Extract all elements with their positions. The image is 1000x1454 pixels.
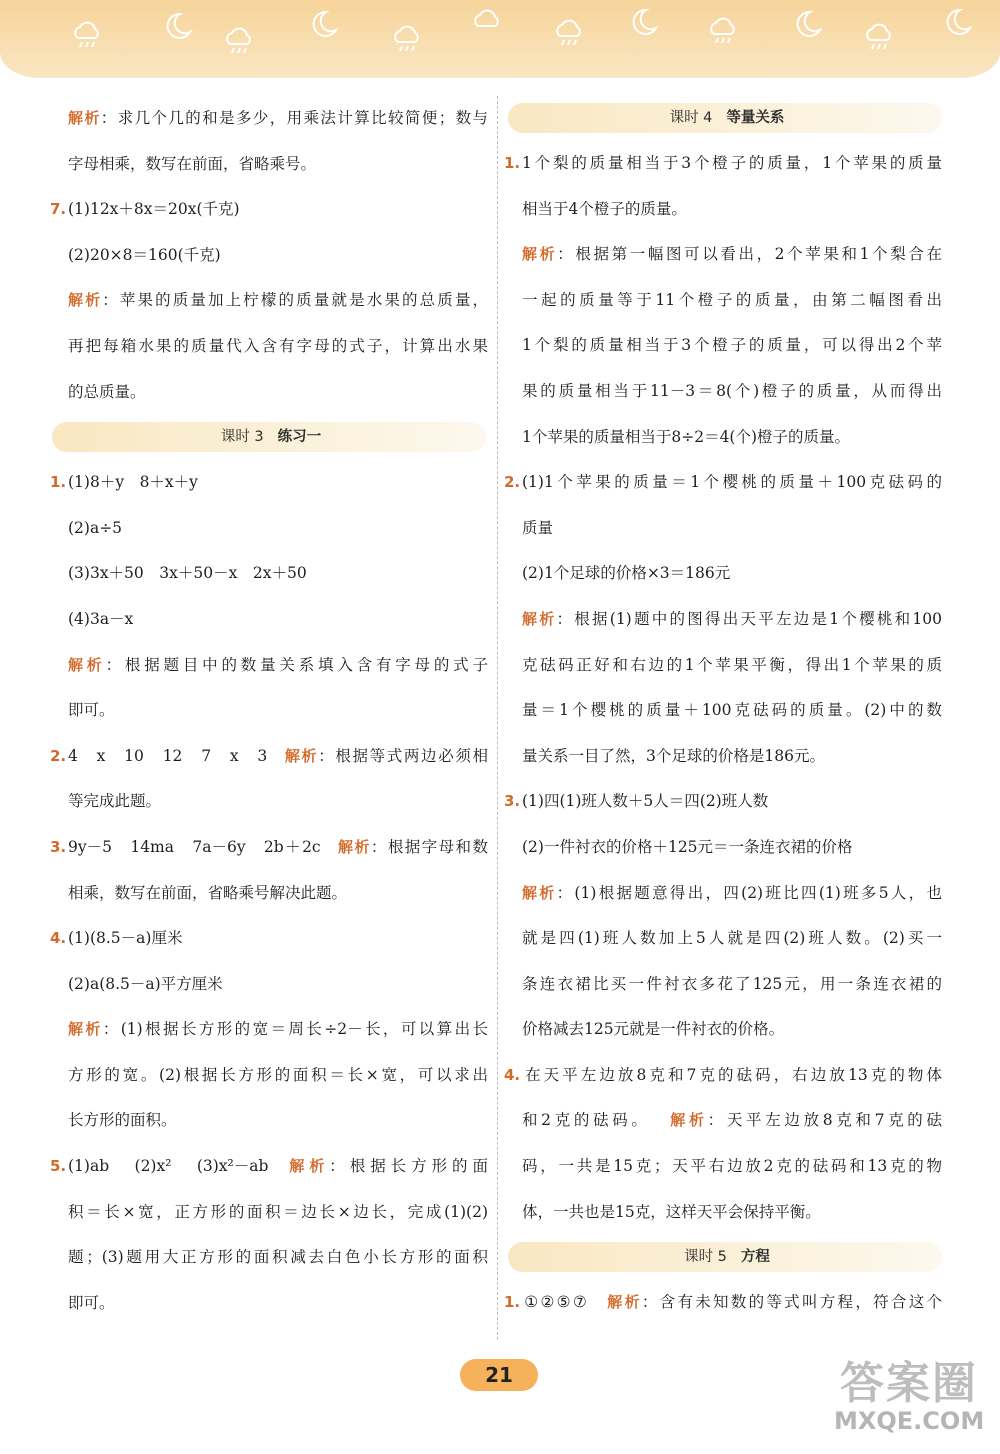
analysis-tag: 解析 (522, 245, 558, 264)
question-1-part-1: 1. (1)8＋y 8＋x＋y (68, 460, 488, 506)
question-5-analysis: 即可。 (68, 1293, 115, 1312)
analysis-tag: 解析 (666, 1111, 708, 1130)
analysis-tag: 解析 (522, 883, 557, 902)
question-number: 2. (504, 473, 521, 492)
question-1-analysis: 解析：根据第一幅图可以看出，2个苹果和1个梨合在 (522, 245, 942, 264)
cloud-rain-icon (862, 20, 896, 54)
question-4-part-2: (2)a(8.5－a)平方厘米 (68, 974, 223, 993)
question-number: 3. (504, 792, 521, 811)
crescent-moon-icon (626, 6, 660, 40)
question-4-analysis: 长方形的面积。 (68, 1111, 177, 1130)
question-3-analysis: 解析：(1)根据题意得出，四(2)班比四(1)班多5人，也 (522, 883, 942, 902)
question-2: 2. 4 x 10 12 7 x 3 解析：根据等式两边必须相 (68, 734, 488, 780)
right-column (504, 96, 942, 1344)
question-2-analysis: 等完成此题。 (68, 792, 162, 811)
question-2-part-1: 2. (1)1个苹果的质量＝1个樱桃的质量＋100克砝码的 (522, 460, 942, 506)
question-2-analysis: 量关系一目了然，3个足球的价格是186元。 (522, 746, 825, 765)
crescent-moon-icon (940, 6, 974, 40)
question-2-part-2: (2)1个足球的价格×3＝186元 (522, 564, 731, 583)
question-number: 2. (50, 746, 67, 765)
question-4-analysis: 码，一共是15克；天平右边放2克的砝码和13克的物 (522, 1157, 942, 1176)
analysis-tag: 解析 (284, 1157, 330, 1176)
watermark-logo (830, 1345, 990, 1450)
cloud-rain-icon (70, 18, 104, 52)
question-4-part-1: 4. (1)(8.5－a)厘米 (68, 916, 488, 962)
question-2-analysis: 克砝码正好和右边的1个苹果平衡，得出1个苹果的质 (522, 655, 942, 674)
question-2-analysis: 解析：根据(1)题中的图得出天平左边是1个樱桃和100 (522, 609, 942, 628)
question-5-analysis: 题；(3)题用大正方形的面积减去白色小长方形的面积 (68, 1248, 488, 1267)
question-3-part-2: (2)一件衬衣的价格＋125元＝一条连衣裙的价格 (522, 837, 853, 856)
question-1-part-3: (3)3x＋50 3x＋50－x 2x＋50 (68, 564, 307, 583)
cloud-rain-icon (222, 24, 256, 58)
intro-analysis-line: 字母相乘，数写在前面，省略乘号。 (68, 154, 317, 173)
question-4-analysis: 解析：(1)根据长方形的宽＝周长÷2－长，可以算出长 (68, 1020, 488, 1039)
watermark-title: 答案圈 (840, 1358, 978, 1409)
question-5-analysis: 积＝长×宽，正方形的面积＝边长×边长，完成(1)(2) (68, 1202, 488, 1221)
crescent-moon-icon (306, 8, 340, 42)
crescent-moon-icon (160, 10, 194, 44)
intro-analysis-line: 解析：求几个几的和是多少，用乘法计算比较简便；数与 (68, 109, 488, 127)
column-divider (497, 96, 498, 1340)
page-number: 21 (460, 1359, 538, 1391)
cloud-icon (470, 4, 504, 38)
question-number: 1. (504, 1293, 521, 1312)
analysis-tag: 解析 (336, 837, 371, 856)
question-number: 7. (50, 200, 67, 219)
page-header-band (0, 0, 1000, 78)
cloud-rain-icon (706, 14, 740, 48)
question-number: 5. (50, 1157, 67, 1176)
cloud-rain-icon (552, 16, 586, 50)
lesson-3-heading: 课时 3 练习一 (52, 422, 486, 452)
question-1-part-2: (2)a÷5 (68, 518, 123, 537)
question-2-analysis: 量＝1个樱桃的质量＋100克砝码的质量。(2)中的数 (522, 701, 942, 720)
question-1-analysis: 一起的质量等于11个橙子的质量，由第二幅图看出 (522, 290, 942, 309)
question-3: 3. 9y－5 14ma 7a－6y 2b＋2c 解析：根据字母和数 (68, 825, 488, 871)
lesson-5-heading: 课时 5 方程 (508, 1242, 942, 1272)
question-7-part-2: (2)20×8＝160(千克) (68, 245, 221, 264)
question-3-analysis: 相乘，数写在前面，省略乘号解决此题。 (68, 883, 348, 902)
analysis-tag: 解析 (68, 655, 106, 674)
question-3-analysis: 就是四(1)班人数加上5人就是四(2)班人数。(2)买一 (522, 929, 942, 948)
question-4-analysis: 方形的宽。(2)根据长方形的面积＝长×宽，可以求出 (68, 1065, 488, 1084)
question-number: 4. (504, 1065, 521, 1084)
lesson-4-heading: 课时 4 等量关系 (508, 103, 942, 133)
analysis-tag: 解析 (68, 1020, 103, 1039)
analysis-tag: 解析 (68, 291, 103, 310)
question-1-part-4: (4)3a－x (68, 609, 134, 628)
analysis-tag: 解析 (522, 609, 557, 628)
question-3-part-1: 3. (1)四(1)班人数＋5人＝四(2)班人数 (522, 779, 942, 825)
question-1-analysis: 解析：根据题目中的数量关系填入含有字母的式子 (68, 655, 488, 674)
question-1-lesson-5: 1. ①②⑤⑦ 解析：含有未知数的等式叫方程，符合这个 (522, 1280, 942, 1326)
analysis-tag: 解析 (605, 1293, 642, 1312)
question-7-part-1: 7. (1)12x＋8x＝20x(千克) (68, 187, 488, 233)
left-column (50, 96, 488, 1344)
question-7-analysis: 再把每箱水果的质量代入含有字母的式子，计算出水果 (68, 336, 488, 355)
question-1-part-1: 1. 1个梨的质量相当于3个橙子的质量，1个苹果的质量 (522, 141, 942, 187)
question-number: 1. (504, 154, 521, 172)
question-1-analysis: 1个梨的质量相当于3个橙子的质量，可以得出2个苹 (522, 336, 942, 355)
question-number: 3. (50, 837, 67, 856)
analysis-tag: 解析 (283, 746, 319, 765)
cloud-rain-icon (390, 22, 424, 56)
question-5: 5. (1)ab (2)x² (3)x²－ab 解析：根据长方形的面 (68, 1144, 488, 1190)
question-1-analysis: 果的质量相当于11－3＝8(个)橙子的质量，从而得出 (522, 381, 942, 400)
question-4: 4. 在天平左边放8克和7克的砝码，右边放13克的物体 (522, 1053, 942, 1099)
question-4-analysis: 和2克的砝码。 解析：天平左边放8克和7克的砝 (522, 1111, 942, 1130)
crescent-moon-icon (790, 8, 824, 42)
question-3-analysis: 条连衣裙比买一件衬衣多花了125元，用一条连衣裙的 (522, 974, 942, 993)
question-2-part-1: 质量 (522, 518, 554, 537)
question-1-part-2: 相当于4个橙子的质量。 (522, 199, 687, 218)
question-7-analysis: 解析：苹果的质量加上柠檬的质量就是水果的总质量， (68, 291, 488, 310)
question-number: 1. (50, 473, 67, 492)
question-1-analysis: 即可。 (68, 701, 115, 720)
analysis-tag: 解析 (68, 109, 101, 127)
question-1-analysis: 1个苹果的质量相当于8÷2＝4(个)橙子的质量。 (522, 427, 851, 446)
question-7-analysis: 的总质量。 (68, 382, 146, 401)
question-number: 4. (50, 929, 67, 948)
watermark-url: MXQE.COM (834, 1407, 985, 1435)
question-3-analysis: 价格减去125元就是一件衬衣的价格。 (522, 1020, 785, 1039)
question-4-analysis: 体，一共也是15克，这样天平会保持平衡。 (522, 1202, 821, 1221)
